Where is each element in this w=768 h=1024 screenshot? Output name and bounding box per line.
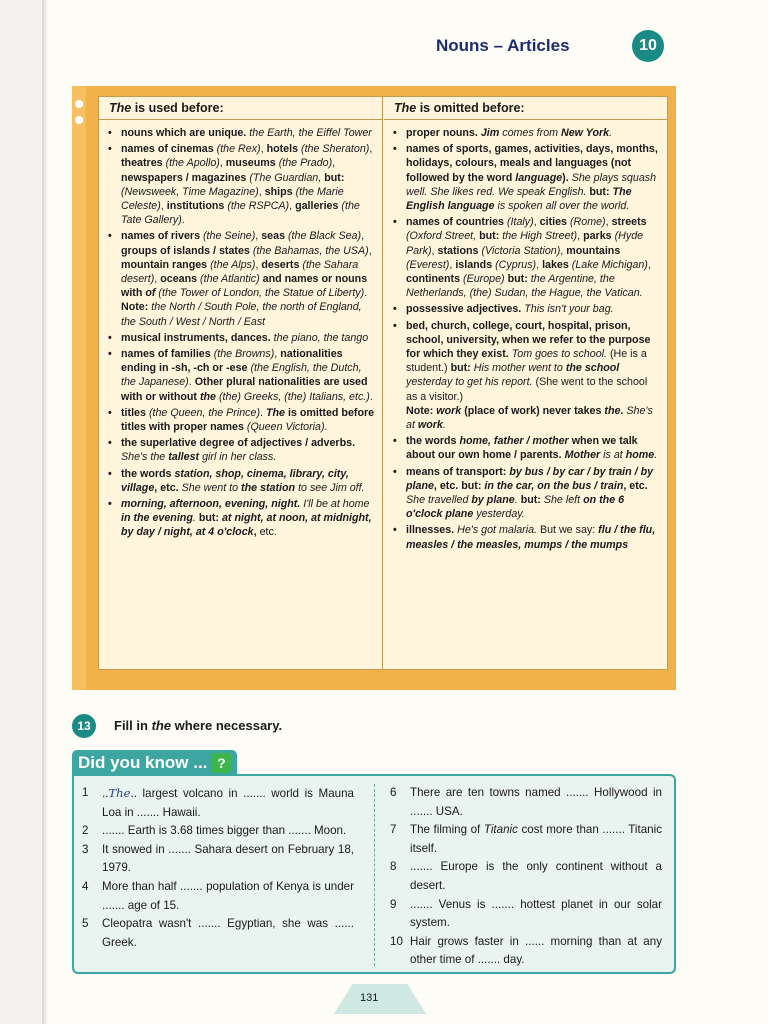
- rule-item: • the words station, shop, cinema, library, city, village, etc. She went to the station to see Jim off.: [107, 467, 376, 495]
- used-before-heading: [99, 97, 382, 120]
- rule-item: • bed, church, college, court, hospital, prison, school, university, when we refer to the purpose for which they exist. Tom goes to school. (He is a student.) but: His mother went to the school yesterday to get his report. (She went to the school as a visitor.) Note: work (place of work) never takes the. She's at work.: [392, 319, 661, 433]
- rules-box-edge: [72, 86, 86, 690]
- rule-item: • the words home, father / mother when we talk about our own home / parents. Mother is at home.: [392, 434, 661, 462]
- question-item: [82, 878, 354, 915]
- rule-item: • the superlative degree of adjectives / adverbs. She's the tallest girl in her class.: [107, 436, 376, 464]
- rule-item: • possessive adjectives. This isn't your bag.: [392, 302, 661, 316]
- question-text: Hair grows faster in ...... morning than at any other time of ....... day.: [410, 934, 662, 967]
- question-item: [390, 933, 662, 970]
- questions-left-column: [82, 784, 354, 952]
- question-item: [390, 896, 662, 933]
- rule-item: • illnesses. He's got malaria. But we say: flu / the flu, measles / the measles, mumps / the mumps: [392, 523, 661, 551]
- rule-item: • means of transport: by bus / by car / by train / by plane, etc. but: in the car, on the bus / train, etc. She travelled by plane. but: She left on the 6 o'clock plane yesterday.: [392, 465, 661, 522]
- questions-right-column: [390, 784, 662, 970]
- heading-rest: is omitted before:: [416, 101, 525, 115]
- rule-item: • names of rivers (the Seine), seas (the Black Sea), groups of islands / states (the Bahamas, the USA), mountain ranges (the Alps), deserts (the Sahara desert), oceans (the Atlantic) and names or nouns with of (the Tower of London, the Statue of Liberty). Note: the North / South Pole, the north of England, the South / West / North / East: [107, 229, 376, 328]
- question-mark-icon: ?: [211, 753, 231, 773]
- heading-rest: is used before:: [131, 101, 224, 115]
- question-text: Cleopatra wasn't ....... Egyptian, she was ...... Greek.: [102, 917, 354, 949]
- question-item: [82, 822, 354, 841]
- question-item: [390, 858, 662, 895]
- instruction-part: where necessary.: [171, 718, 283, 733]
- heading-the: The: [394, 101, 417, 115]
- question-number: 9: [390, 897, 397, 911]
- rules-box: [72, 86, 676, 690]
- question-number: 5: [82, 917, 89, 931]
- rule-item: • morning, afternoon, evening, night. I'll be at home in the evening. but: at night, at noon, at midnight, by day / night, at 4 o'clock, etc.: [107, 497, 376, 540]
- question-number: 1: [82, 786, 89, 799]
- rule-item: • names of cinemas (the Rex), hotels (the Sheraton), theatres (the Apollo), museums (the Prado), newspapers / magazines (The Guardian, but: (Newsweek, Time Magazine), ships (the Marie Celeste), institutions (the RSPCA), galleries (the Tate Gallery).: [107, 142, 376, 227]
- question-number: 6: [390, 786, 397, 799]
- page-number: 131: [360, 992, 379, 1004]
- omitted-before-column: [384, 97, 667, 669]
- did-you-know-tab: [72, 750, 237, 776]
- question-text: It snowed in ....... Sahara desert on February 18, 1979.: [102, 842, 354, 875]
- question-item: [390, 784, 662, 821]
- column-divider: [374, 784, 375, 966]
- question-text: ....... Earth is 3.68 times bigger than ....... Moon.: [102, 824, 347, 838]
- rule-item: • musical instruments, dances. the piano, the tango: [107, 331, 376, 345]
- question-item: [82, 915, 354, 952]
- question-number: 8: [390, 860, 397, 874]
- question-number: 4: [82, 879, 89, 893]
- did-you-know-title: Did you know ...: [78, 753, 208, 772]
- exercise-instruction: [114, 718, 282, 733]
- question-item: [82, 784, 354, 822]
- decorative-dot-icon: [75, 116, 83, 124]
- omitted-before-heading: [384, 97, 667, 120]
- rules-table: [98, 96, 668, 670]
- question-text: There are ten towns named ....... Hollywood in ....... USA.: [410, 786, 662, 818]
- page-title: Nouns – Articles: [436, 36, 570, 55]
- question-number: 10: [390, 934, 403, 948]
- question-text: ....... Venus is ....... hottest planet in our solar system.: [410, 897, 662, 930]
- question-item: [82, 841, 354, 878]
- decorative-dot-icon: [75, 100, 83, 108]
- instruction-emphasis: the: [151, 718, 172, 733]
- used-before-list: [99, 126, 382, 540]
- rule-item: • names of countries (Italy), cities (Rome), streets (Oxford Street, but: the High Street), parks (Hyde Park), stations (Victoria Station), mountains (Everest), islands (Cyprus), lakes (Lake Michigan), continents (Europe) but: the Argentine, the Netherlands, (the) Sudan, the Hague, the Vatican.: [392, 215, 661, 300]
- question-number: 7: [390, 823, 397, 837]
- question-text: More than half ....... population of Kenya is under ....... age of 15.: [102, 879, 354, 912]
- rule-item: • names of families (the Browns), nationalities ending in -sh, -ch or -ese (the English, the Dutch, the Japanese). Other plural nationalities are used with or without the (the) Greeks, (the) Italians, etc.).: [107, 347, 376, 404]
- rule-item: • titles (the Queen, the Prince). The is omitted before titles with proper names (Queen Victoria).: [107, 406, 376, 434]
- question-text: ....... Europe is the only continent without a desert.: [410, 860, 662, 892]
- exercise-number-badge: 13: [72, 714, 96, 738]
- rule-item: • names of sports, games, activities, days, months, holidays, colours, meals and languages (not followed by the word language). She plays squash well. She likes red. We speak English. but: The English language is spoken all over the world.: [392, 142, 661, 213]
- did-you-know-box: [72, 750, 676, 976]
- unit-number-badge: 10: [632, 30, 664, 62]
- rule-item: • nouns which are unique. the Earth, the Eiffel Tower: [107, 126, 376, 140]
- question-number: 3: [82, 842, 89, 856]
- questions-panel: [72, 774, 676, 974]
- question-text: The filming of Titanic cost more than ....... Titanic itself.: [410, 823, 663, 855]
- question-text: ..The.. largest volcano in ....... world is Mauna Loa in ....... Hawaii.: [102, 786, 354, 819]
- heading-the: The: [109, 101, 132, 115]
- used-before-column: [99, 97, 383, 669]
- instruction-part: Fill in: [114, 718, 152, 733]
- omitted-before-list: [384, 126, 667, 552]
- question-item: [390, 821, 662, 858]
- question-number: 2: [82, 824, 89, 838]
- rule-item: • proper nouns. Jim comes from New York.: [392, 126, 661, 140]
